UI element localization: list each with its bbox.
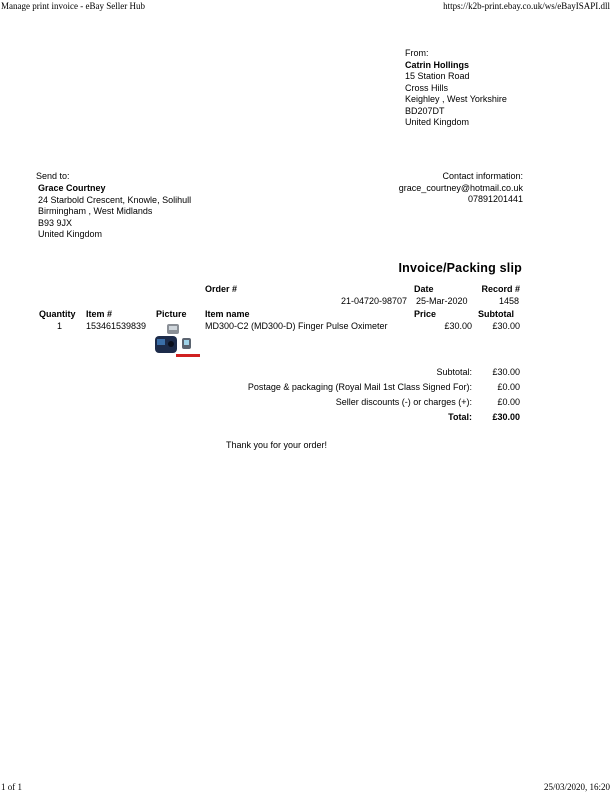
from-line: 15 Station Road	[405, 71, 470, 81]
from-line: United Kingdom	[405, 117, 470, 127]
from-line: Keighley , West Yorkshire	[405, 94, 507, 104]
record-header: Record #	[481, 284, 520, 294]
contact-email: grace_courtney@hotmail.co.uk	[398, 182, 523, 193]
discounts-value: £0.00	[497, 397, 520, 407]
postage-label: Postage & packaging (Royal Mail 1st Class Signed For):	[247, 382, 472, 392]
item-quantity: 1	[57, 321, 63, 331]
invoice-title: Invoice/Packing slip	[398, 261, 522, 275]
page-url: https://k2b-print.ebay.co.uk/ws/eBayISAPI.dll	[443, 1, 610, 11]
send-to-line: B93 9JX	[38, 217, 73, 228]
send-to-label: Send to:	[36, 171, 70, 181]
item-number-header: Item #	[86, 309, 113, 319]
thank-you-message: Thank you for your order!	[226, 440, 328, 450]
send-to-line: Birmingham , West Midlands	[38, 206, 153, 216]
date-header: Date	[414, 284, 434, 294]
total-value: £30.00	[492, 412, 520, 422]
contact-phone: 07891201441	[467, 194, 523, 204]
send-to-line: United Kingdom	[38, 229, 103, 239]
record-number: 1458	[498, 296, 519, 306]
contact-label: Contact information:	[442, 171, 523, 181]
page-title: Manage print invoice - eBay Seller Hub	[1, 1, 145, 11]
subtotal-label: Subtotal:	[436, 367, 472, 377]
contact-section	[399, 171, 523, 206]
from-name: Catrin Hollings	[405, 59, 470, 70]
item-number: 153461539839	[86, 321, 147, 331]
print-datetime: 25/03/2020, 16:20	[543, 782, 610, 792]
price-header: Price	[414, 309, 437, 319]
order-number-header: Order #	[205, 284, 238, 294]
from-section	[405, 48, 507, 129]
item-subtotal: £30.00	[492, 321, 520, 331]
send-to-section	[38, 183, 191, 241]
quantity-header: Quantity	[39, 309, 76, 319]
total-label: Total:	[448, 412, 472, 422]
from-line: BD207DT	[405, 105, 445, 116]
picture-header: Picture	[156, 309, 187, 319]
subtotal-header: Subtotal	[478, 309, 514, 319]
send-to-name: Grace Courtney	[38, 183, 106, 193]
order-number: 21-04720-98707	[340, 296, 407, 306]
send-to-line: 24 Starbold Crescent, Knowle, Solihull	[38, 194, 192, 205]
product-picture	[152, 322, 202, 360]
item-name-header: Item name	[205, 309, 250, 319]
item-name: MD300-C2 (MD300-D) Finger Pulse Oximeter	[205, 321, 388, 331]
subtotal-value: £30.00	[492, 367, 520, 377]
postage-value: £0.00	[497, 382, 520, 392]
item-price: £30.00	[444, 321, 472, 331]
from-label: From:	[405, 48, 429, 58]
from-line: Cross Hills	[405, 82, 449, 93]
discounts-label: Seller discounts (-) or charges (+):	[335, 397, 472, 407]
page-count: 1 of 1	[1, 782, 22, 792]
order-date: 25-Mar-2020	[416, 296, 468, 306]
